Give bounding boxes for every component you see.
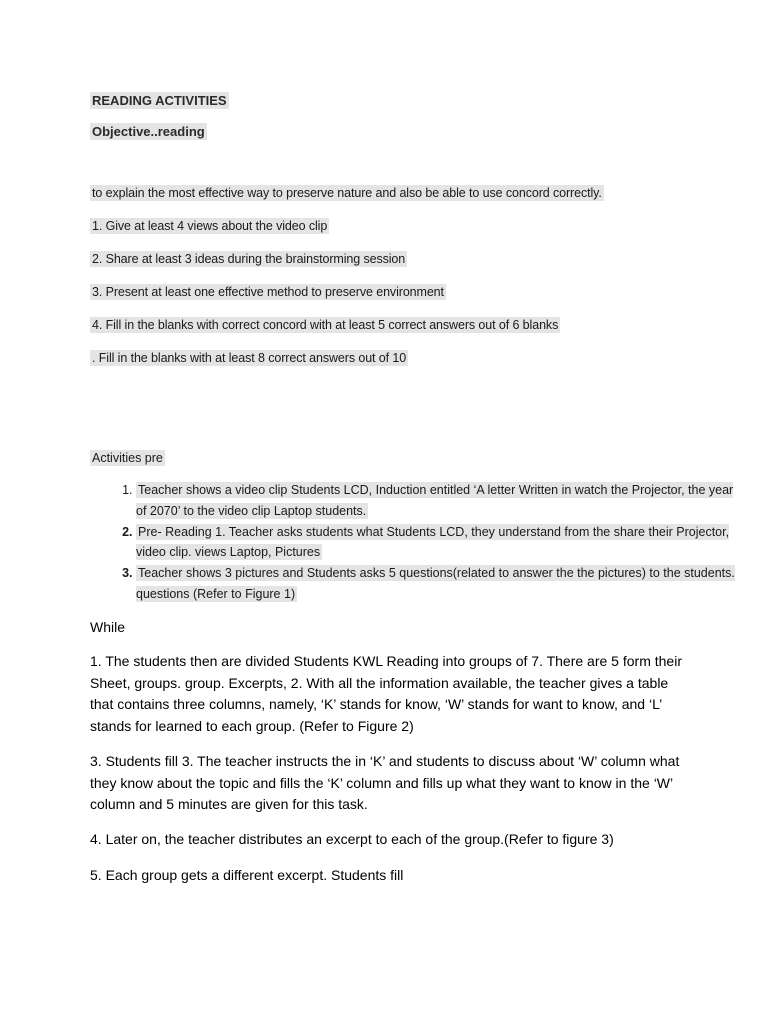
page-title — [90, 93, 229, 108]
activities-pre-heading — [90, 451, 165, 465]
objective-item — [90, 285, 446, 299]
list-item-text: Pre- Reading 1. Teacher asks students what Students LCD, they understand from the share their Projector, video clip. views Laptop, Pictures — [136, 524, 730, 559]
objective-item-text: to explain the most effective way to preserve nature and also be able to use concord correctly. — [92, 186, 602, 200]
while-heading: While — [90, 619, 126, 635]
objective-item — [90, 252, 407, 266]
while-paragraph: 3. Students fill 3. The teacher instructs the in ‘K’ and students to discuss about ‘W’ column what they know about the topic and fills the ‘K’ column and fills up what they want to know in the ‘W’ column and 5 minutes are given for this task. — [90, 753, 680, 812]
objective-item-text: 1. Give at least 4 views about the video clip — [92, 219, 328, 233]
objective-item — [90, 351, 408, 365]
page-title-text: READING ACTIVITIES — [92, 93, 227, 108]
objective-heading-text: Objective..reading — [92, 124, 205, 139]
while-paragraph: 1. The students then are divided Students KWL Reading into groups of 7. There are 5 form their Sheet, groups. group. Excerpts, 2. With all the information available, the teacher gives a table that contains three columns, namely, ‘K’ stands for know, ‘W’ stands for want to know, and ‘L’ stands for learned to each group. (Refer to Figure 2) — [90, 653, 682, 734]
objective-item-text: 3. Present at least one effective method to preserve environment — [92, 285, 444, 299]
while-paragraph: 4. Later on, the teacher distributes an excerpt to each of the group.(Refer to figure 3) — [90, 831, 614, 847]
list-item-text: Teacher shows a video clip Students LCD, Induction entitled ‘A letter Written in watch the Projector, the year of 2070’ to the video clip Laptop students. — [136, 483, 734, 518]
pre-activities-list — [90, 480, 736, 605]
list-item — [136, 480, 736, 521]
objective-item-text: 4. Fill in the blanks with correct concord with at least 5 correct answers out of 6 blanks — [92, 318, 559, 332]
while-paragraph: 5. Each group gets a different excerpt. Students fill — [90, 867, 404, 883]
objective-item-text: 2. Share at least 3 ideas during the brainstorming session — [92, 252, 406, 266]
objective-item — [90, 219, 329, 233]
objective-heading — [90, 124, 207, 139]
objective-item-text: . Fill in the blanks with at least 8 correct answers out of 10 — [92, 351, 407, 365]
activities-pre-heading-text: Activities pre — [92, 451, 163, 465]
list-item — [136, 522, 736, 563]
list-item-text: Teacher shows 3 pictures and Students asks 5 questions(related to answer the the pictures) to the students. questions (Refer to Figure 1) — [136, 566, 735, 601]
list-item — [136, 563, 736, 604]
objective-item — [90, 318, 560, 332]
objective-item — [90, 186, 604, 200]
